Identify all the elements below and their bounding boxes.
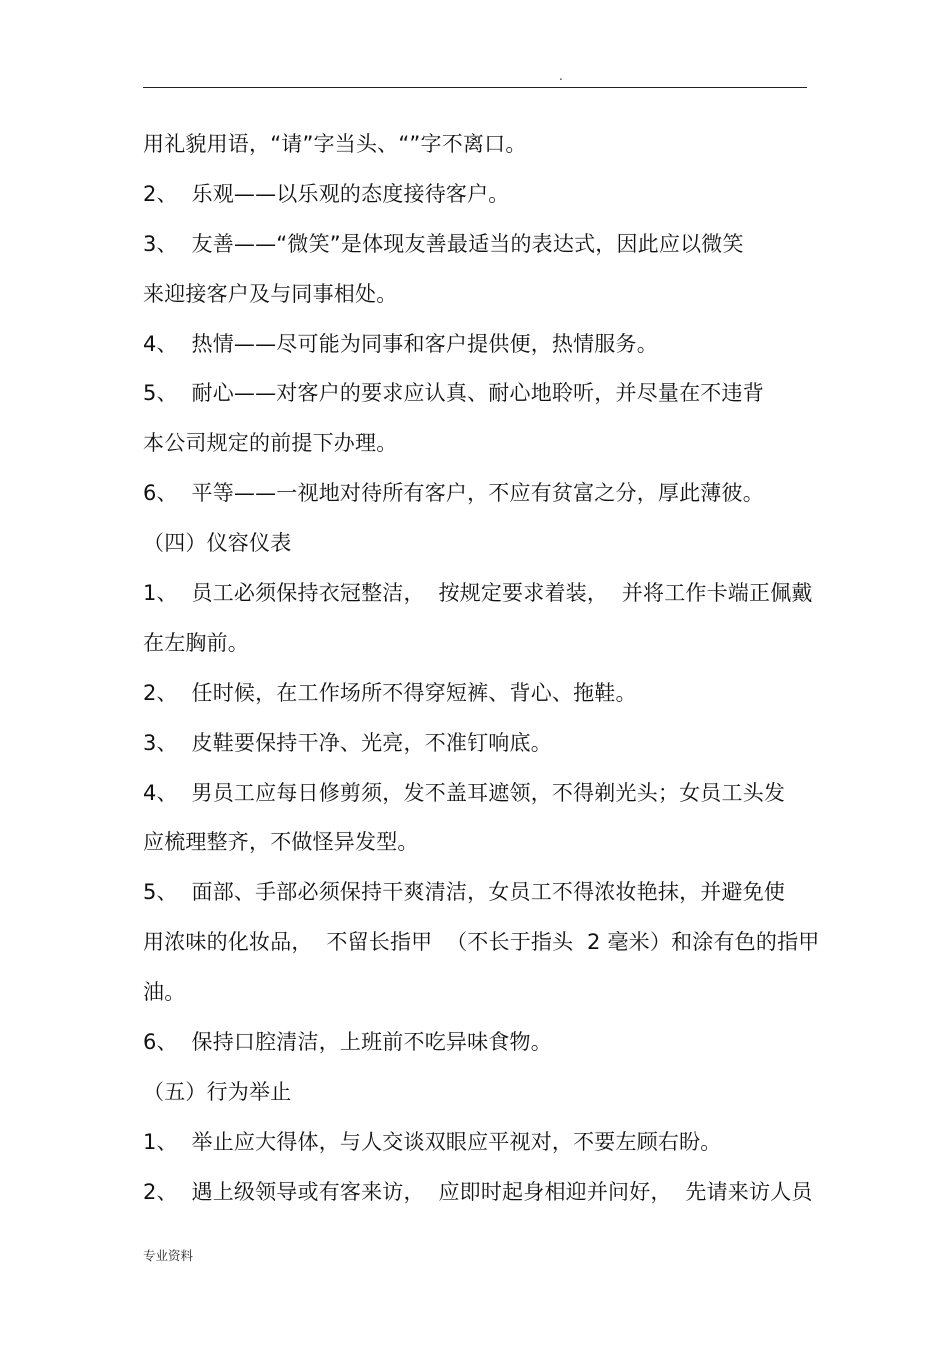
paragraph-line: 6、 平等——一视地对待所有客户，不应有贫富之分，厚此薄彼。 <box>143 481 764 505</box>
paragraph-line: 在左胸前。 <box>143 631 249 655</box>
header-rule <box>143 87 807 88</box>
header-dot: . <box>559 69 563 83</box>
paragraph-line: 应梳理整齐，不做怪异发型。 <box>143 830 419 854</box>
paragraph-line: 用礼貌用语，“请”字当头、“”字不离口。 <box>143 132 527 156</box>
paragraph-line: 4、 热情——尽可能为同事和客户提供便，热情服务。 <box>143 332 658 356</box>
paragraph-line: 5、 面部、手部必须保持干爽清洁，女员工不得浓妆艳抹，并避免使 <box>143 880 786 904</box>
paragraph-line: 2、 任时候，在工作场所不得穿短裤、背心、拖鞋。 <box>143 681 637 705</box>
section-heading: （四）仪容仪表 <box>143 531 292 555</box>
paragraph-line: 用浓味的化妆品， 不留长指甲 （不长于指头 2 毫米）和涂有色的指甲 <box>143 930 820 954</box>
paragraph-line: 油。 <box>143 980 186 1004</box>
paragraph-line: 5、 耐心——对客户的要求应认真、耐心地聆听，并尽量在不违背 <box>143 381 764 405</box>
section-heading: （五）行为举止 <box>143 1080 292 1104</box>
paragraph-line: 1、 举止应大得体，与人交谈双眼应平视对，不要左顾右盼。 <box>143 1130 722 1154</box>
paragraph-line: 2、 乐观——以乐观的态度接待客户。 <box>143 182 510 206</box>
paragraph-line: 4、 男员工应每日修剪须，发不盖耳遮领，不得剃光头；女员工头发 <box>143 781 786 805</box>
paragraph-line: 2、 遇上级领导或有客来访， 应即时起身相迎并问好， 先请来访人员 <box>143 1180 813 1204</box>
paragraph-line: 3、 友善——“微笑”是体现友善最适当的表达式，因此应以微笑 <box>143 232 744 256</box>
paragraph-line: 来迎接客户及与同事相处。 <box>143 282 398 306</box>
paragraph-line: 6、 保持口腔清洁，上班前不吃异味食物。 <box>143 1030 552 1054</box>
paragraph-line: 3、 皮鞋要保持干净、光亮，不准钉响底。 <box>143 731 552 755</box>
paragraph-line: 本公司规定的前提下办理。 <box>143 431 398 455</box>
paragraph-line: 1、 员工必须保持衣冠整洁， 按规定要求着装， 并将工作卡端正佩戴 <box>143 581 813 605</box>
footer-label: 专业资料 <box>143 1248 194 1263</box>
